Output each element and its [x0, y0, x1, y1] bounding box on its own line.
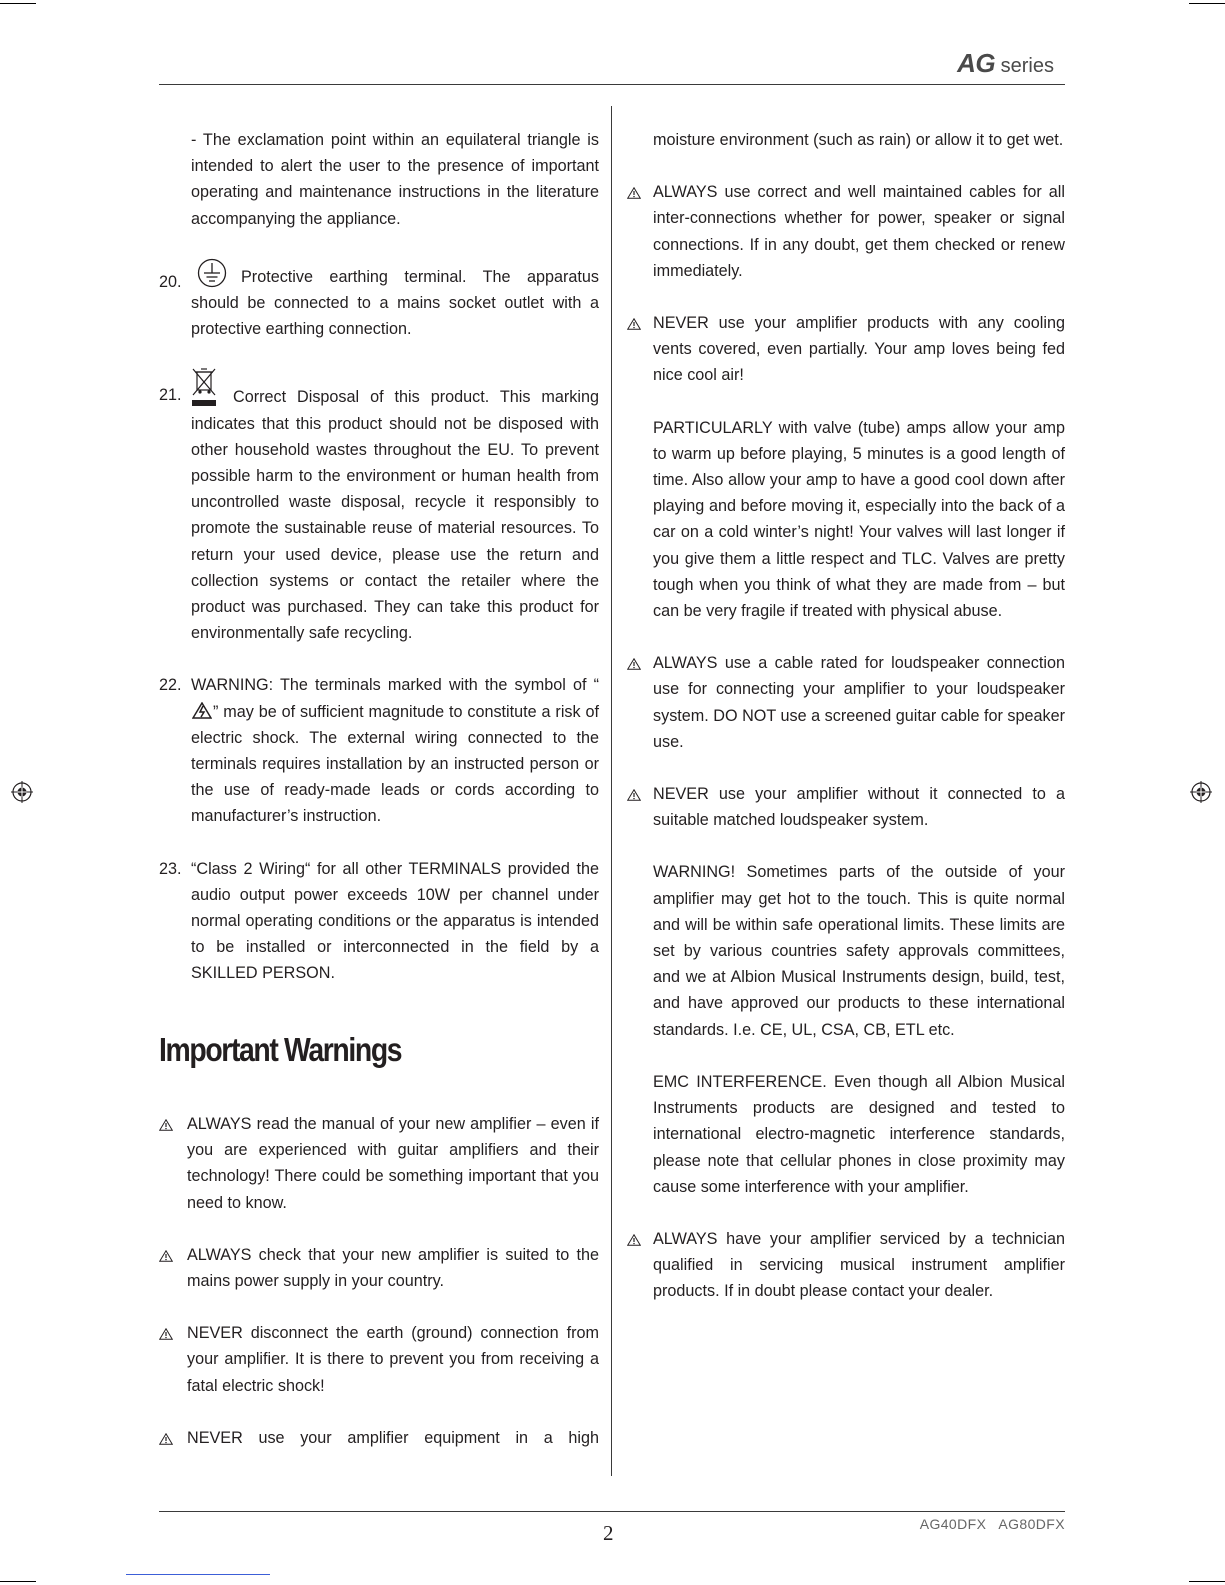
item-20 [159, 258, 599, 343]
warning-triangle-icon [159, 1250, 173, 1262]
continued-text: moisture environment (such as rain) or allow it to get wet. [653, 131, 1064, 149]
registration-mark-icon [11, 781, 33, 803]
brand-ag: AG [957, 48, 996, 78]
warning-text: NEVER use your amplifier products with any cooling vents covered, even partially. Your amp loves being fed nice cool air! [653, 314, 1065, 385]
column-divider [611, 106, 612, 1476]
footer-link-underline [126, 1574, 270, 1575]
section-heading: Important Warnings [159, 1030, 402, 1068]
brand-series: series [1000, 55, 1054, 77]
item-23 [159, 856, 599, 987]
item-text-before: WARNING: The terminals marked with the symbol of “ [191, 676, 599, 695]
warning-item [627, 781, 1065, 833]
warning-triangle-icon [159, 1433, 173, 1445]
item-number: 21. [159, 386, 182, 405]
item-number: 20. [159, 272, 182, 291]
header-brand [957, 48, 1054, 79]
warning-triangle-icon [627, 1234, 641, 1246]
right-column [627, 127, 1065, 1305]
item-text-after: ” may be of sufficient magnitude to constitute a risk of electric shock. The external wiring connected to the terminals requires installation by an instructed person or the use of ready-made leads or cords according to manufacturer’s instruction. [191, 702, 599, 826]
warning-item [627, 1226, 1065, 1305]
paragraph-valves: PARTICULARLY with valve (tube) amps allow your amp to warm up before playing, 5 minutes is a good length of time. Also allow your amp to have a good cool down after playing and before moving it, especially into the back of a car on a cold winter’s night! Your valves will last longer if you give them a little respect and TLC. Valves are pretty tough when you think of what they are made from – but can be very fragile if treated with physical abuse. [653, 418, 1065, 621]
warning-item [627, 650, 1065, 755]
header-rule [159, 84, 1065, 85]
page-number: 2 [603, 1521, 614, 1545]
warning-triangle-icon [159, 1119, 173, 1131]
left-column [159, 127, 599, 1451]
weee-crossed-bin-icon [191, 368, 217, 408]
warning-item [159, 1111, 599, 1216]
warning-text: ALWAYS have your amplifier serviced by a technician qualified in servicing musical instrument amplifier products. If in doubt please contact your dealer. [653, 1229, 1065, 1301]
registration-mark-icon [1190, 781, 1212, 803]
warning-item [627, 310, 1065, 389]
warning-text: NEVER disconnect the earth (ground) connection from your amplifier. It is there to prevent you from receiving a fatal electric shock! [187, 1324, 599, 1395]
warning-text: ALWAYS read the manual of your new amplifier – even if you are experienced with guitar amplifiers and their technology! There could be something important that you need to know. [187, 1114, 599, 1212]
item-text: “Class 2 Wiring“ for all other TERMINALS provided the audio output power exceeds 10W per channel under normal operating conditions or the apparatus is intended to be installed or interconnected in the field by a SKILLED PERSON. [191, 859, 599, 983]
protective-earth-icon [197, 258, 227, 288]
paragraph-hot: WARNING! Sometimes parts of the outside of your amplifier may get hot to the touch. This is quite normal and will be within safe operational limits. These limits are set by various countries safety approvals committees, and we at Albion Musical Instruments design, build, test, and have approved our products to these international standards. I.e. CE, UL, CSA, CB, ETL etc. [653, 863, 1065, 1039]
footer-models: AG40DFX AG80DFX [919, 1516, 1065, 1532]
warning-triangle-icon [627, 187, 641, 199]
item-22 [159, 672, 599, 829]
warning-triangle-icon [159, 1328, 173, 1340]
item-number: 22. [159, 676, 182, 695]
item-21 [159, 368, 599, 646]
paragraph-emc: EMC INTERFERENCE. Even though all Albion Musical Instruments products are designed and tested to international electro-magnetic interference standards, please note that cellular phones in close proximity may cause some interference with your amplifier. [653, 1072, 1065, 1196]
crop-mark-top-right [1189, 3, 1225, 4]
footer-rule [159, 1511, 1065, 1512]
item-text: Protective earthing terminal. The apparatus should be connected to a mains socket outlet with a protective earthing connection. [191, 267, 599, 339]
warning-item [159, 1320, 599, 1399]
warning-triangle-icon [627, 318, 641, 330]
item-number: 23. [159, 859, 182, 878]
warning-triangle-icon [627, 789, 641, 801]
crop-mark-bottom-left [0, 1581, 36, 1582]
item-19-continued: - The exclamation point within an equilateral triangle is intended to alert the user to the presence of important operating and maintenance instructions in the literature accompanying the appliance. [191, 131, 599, 228]
warning-text: ALWAYS use correct and well maintained cables for all inter-connections whether for power, speaker or signal connections. If in any doubt, get them checked or renew immediately. [653, 183, 1065, 280]
warning-text: NEVER use your amplifier without it connected to a suitable matched loudspeaker system. [653, 785, 1065, 830]
item-text: Correct Disposal of this product. This marking indicates that this product should not be disposed with other household wastes throughout the EU. To prevent possible harm to the environment or human health from uncontrolled waste disposal, recycle it responsibly to promote the sustainable reuse of material resources. To return your used device, please use the return and collection systems or contact the retailer where the product was purchased. They can take this product for environmentally safe recycling. [191, 388, 599, 643]
shock-warning-icon [192, 702, 212, 719]
warning-text: NEVER use your amplifier equipment in a high [187, 1428, 599, 1447]
warning-triangle-icon [627, 658, 641, 670]
warning-item [159, 1425, 599, 1451]
crop-mark-bottom-right [1189, 1581, 1225, 1582]
warning-text: ALWAYS use a cable rated for loudspeaker connection use for connecting your amplifier to your loudspeaker system. DO NOT use a screened guitar cable for speaker use. [653, 654, 1065, 751]
warning-item [159, 1242, 599, 1294]
warning-text: ALWAYS check that your new amplifier is suited to the mains power supply in your country. [187, 1245, 599, 1290]
warning-item [627, 179, 1065, 284]
crop-mark-top-left [0, 3, 36, 4]
